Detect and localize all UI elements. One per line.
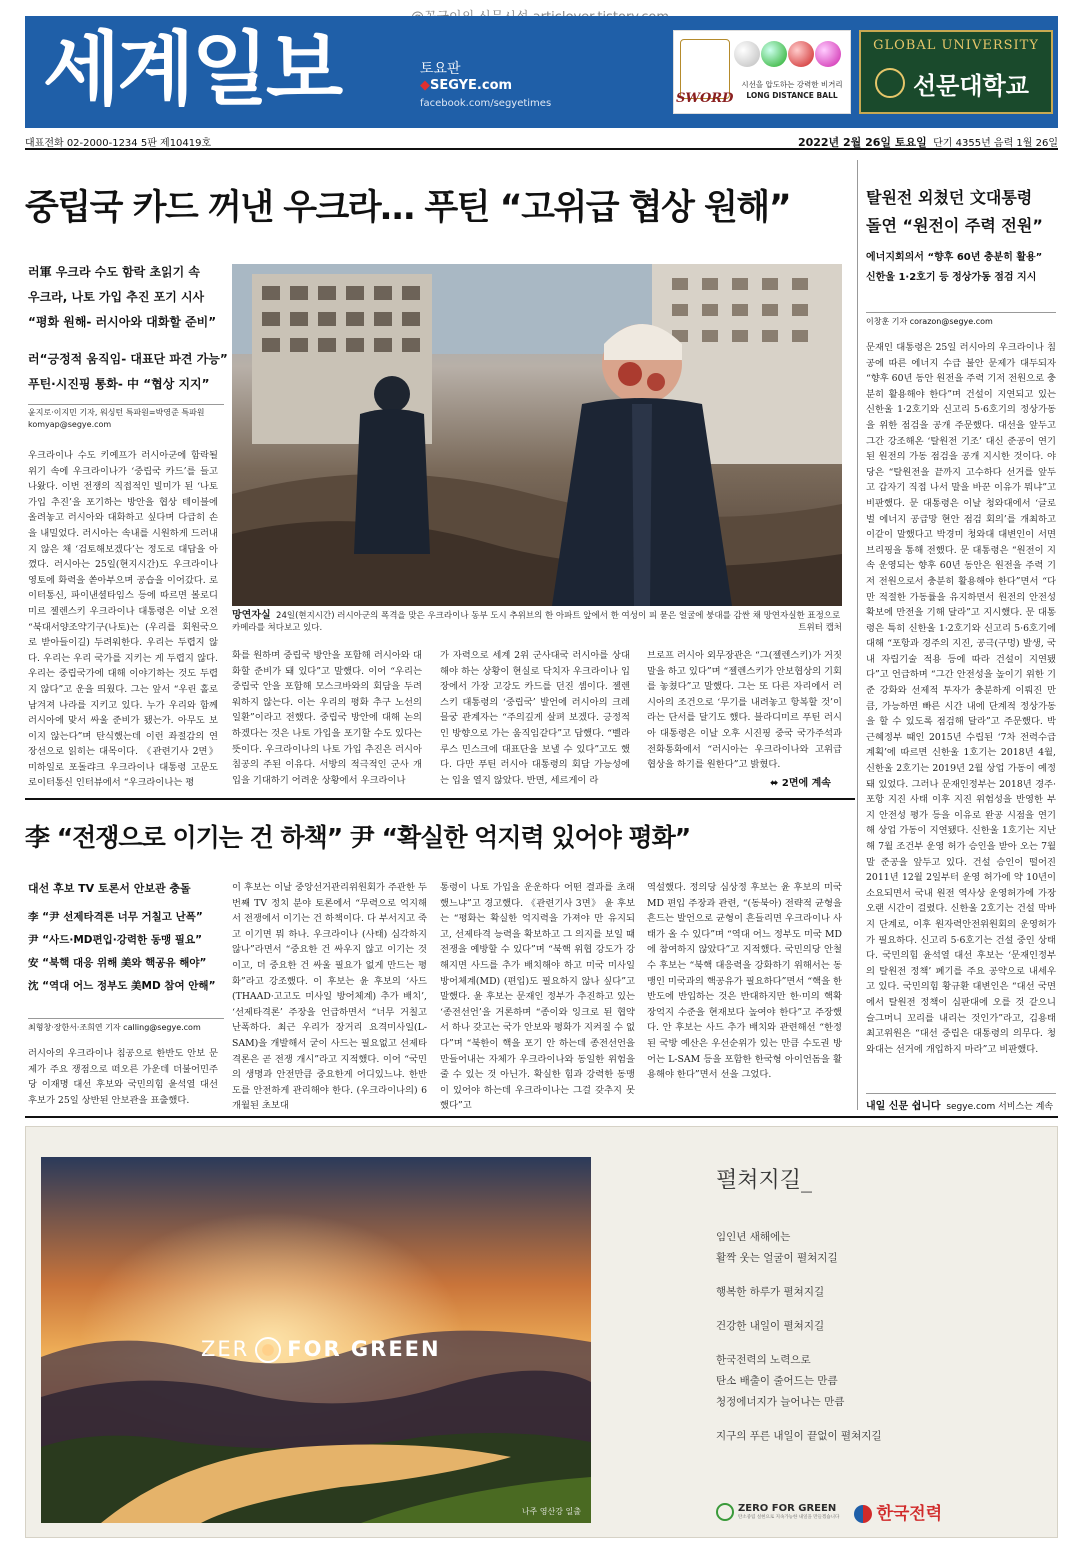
right-body: 문재인 대통령은 25일 러시아의 우크라이나 침공에 따른 에너지 수급 불안 문제가 대두되자 “향후 60년 동안 원전을 주력 기저 전원으로 충분히 활용해야 한다”며 건설이 지연되고 있는 신한울 1·2호기와 신고리 5·6호기의 정상가동을 위한 점검을 공개 주문했다. 대선을 앞두고 그간 강조해온 ‘탈원전 기조’ 대신 준공이 연기된 원전의 가동 점검을 공개 지시한 것이다. 야당은 “탈원전을 끝까지 고수하다 선거를 앞두고 갑자기 직접 나서 말을 바꾼 이유가 뭐냐”고 비판했다. 문 대통령은 이날 청와대에서 ‘글로벌 에너지 공급망 현안 점검 회의’를 개최하고 이같이 말했다고 박경미 청와대 대변인이 서면 브리핑을 통해 전했다. 문 대통령은 “원전이 지속 운영되는 향후 60년 동안은 원전을 주력 기저 전원으로서 충분히 활용해야 한다”면서 “다만 적절한 가동률을 유지하면서 원전의 안전성 확보에 만전을 기해 달라”고 지시했다. 문 대통령은 특히 신한울 1·2호기와 신고리 5·6호기에 대해 “포항과 경주의 지진, 공극(구멍) 발생, 국내 자립기술 적용 등에 따라 건설이 지연됐다”고 언급하며 “그간 안전성을 높이기 위한 기준 강화와 선제적 투자가 충분하게 이뤄진 만큼, 가능하면 빠른 시간 내에 단계적 정상가동을 할 수 있도록 점검해 달라”고 주문했다. 박근혜정부 때인 2015년 수립된 ‘7차 전력수급 계획’에 따르면 신한울 1호기는 2018년 4월, 신한울 2호기는 2019년 2월 상업 가동이 예정돼 있었다. 그러나 문재인정부는 2018년 경주·포항 지진 사태 이후 지진 위험성을 반영한 부지 안전성 평가 등을 이유로 완공 시점을 연기해 상업 가동이 지연됐다. 신한울 1호기는 지난해 7월 조건부 운영 허가 승인을 받아 오는 7월 말 준공을 앞두고 있다. 건설 승인이 떨어진 2011년 12월 2일부터 운영 허가에 약 10년이 소요되면서 국내 원전 역사상 운영허가에 가장 오랜 시간이 걸렸다. 신한울 2호기는 건설 막바지 단계로, 이후 원자력안전위원회의 운영허가가 필요하다. 신고리 5·6호기는 건설 중인 상태다. 국민의힘 윤석열 대선 후보는 ‘문재인정부의 탈원전 정책’ 폐기를 주요 공약으로 내세우고 있다. 국민의힘 황규환 대변인은 “대선 국면에서 탈원전 정책이 심판대에 오를 것 같으니 슬그머니 꼬리를 내리는 것인가”라고, 김용태 최고위원은 “대선 중립은 대통령의 의무다. 청와대는 선거에 개입하지 마라”고 비판했다. — [866, 342, 1056, 1055]
main-headline[interactable]: 중립국 카드 꺼낸 우크라… 푸틴 “고위급 협상 원해” — [25, 188, 791, 228]
poem-stanza: 한국전력의 노력으로 탄소 배출이 줄어드는 만큼 청정에너지가 늘어나는 만큼 — [716, 1354, 845, 1408]
right-subhead: 신한울 1·2호기 등 정상가동 점검 지시 — [866, 272, 1037, 283]
golf-ball-icon — [788, 41, 814, 67]
issue-date: 2022년 2월 26일 토요일 — [797, 136, 927, 149]
ad-logos — [716, 1499, 942, 1524]
facebook-link[interactable]: facebook.com/segyetimes — [420, 98, 552, 109]
sword-golf-ad[interactable] — [673, 30, 851, 114]
main-subheads — [28, 260, 228, 397]
newspaper-title: 세계일보 — [43, 23, 341, 116]
issue-date-block — [798, 134, 1058, 150]
site-suffix: .com — [476, 78, 513, 93]
ad-photo-credit: 나주 영산강 일출 — [521, 1507, 581, 1516]
site-name: SEGYE — [430, 78, 477, 93]
poem-stanza: 건강한 내일이 펼쳐지길 — [716, 1320, 825, 1332]
poem-stanza: 임인년 새해에는 활짝 웃는 얼굴이 펼쳐지길 — [716, 1231, 838, 1264]
notice-text: segye.com 서비스는 계속 — [946, 1102, 1054, 1112]
main-photo — [232, 264, 842, 606]
poem-stanza: 지구의 푸른 내일이 끝없이 펼쳐지길 — [716, 1430, 882, 1442]
university-ko: 선문대학교 — [913, 72, 1029, 100]
subhead: “평화 원해- 러시아와 대화할 준비” — [28, 315, 217, 329]
candidate-point: 尹 “사드·MD편입·강력한 동맹 필요” — [28, 934, 202, 946]
kepco-ad[interactable] — [25, 1126, 1058, 1538]
right-subhead: 에너지회의서 “향후 60년 충분히 활용” — [866, 252, 1043, 263]
main-body-col-2: 화를 원하며 중립국 방안을 포함해 러시아와 대화할 준비가 돼 있다”고 말했다. 이어 “우리는 중립국 안을 포함해 모스크바와의 회담을 두려워하지 않는다. 이는 우리의 평화 추구 노선의 일환”이라고 전했다. 중립국 방안에 대해 논의하겠다는 것은 나토 가입을 포기할 수도 있다는 뜻이다. 우크라이나의 나토 가입 추진은 러시아 침공의 주된 이유다. 서방의 적극적인 군사 개입을 기대하기 어려운 상황에서 우크라이나 — [232, 650, 422, 786]
second-headline[interactable]: 李 “전쟁으로 이기는 건 하책” 尹 “확실한 억지력 있어야 평화” — [25, 823, 691, 852]
university-ad[interactable] — [859, 30, 1053, 114]
notice-bold: 내일 신문 쉽니다 — [866, 1101, 941, 1112]
second-body-col-1: 러시아의 우크라이나 침공으로 한반도 안보 문제가 주요 쟁점으로 떠오른 가운데 더불어민주당 이재명 대선 후보와 국민의힘 윤석열 대선 후보가 25일 상반된 안보관을 표출했다. — [28, 1048, 218, 1106]
candidate-points — [28, 906, 224, 998]
main-byline: 윤지로·이지민 기자, 워싱턴 특파원=박영준 특파원 komyap@segye.com — [28, 404, 224, 431]
ad-poem — [716, 1227, 882, 1460]
zero-for-green-slogan: ZER FOR GREEN — [201, 1337, 441, 1361]
notice-footer — [866, 1093, 1056, 1112]
subhead: 러“긍정적 움직임- 대표단 파견 가능” — [28, 352, 228, 366]
caption-text: 24일(현지시간) 러시아군의 폭격을 맞은 우크라이나 동부 도시 추위브의 한 아파트 앞에서 한 여성이 피 묻은 얼굴에 붕대를 감싼 채 망연자실한 표정으로 카메라를 쳐다보고 있다. — [232, 611, 841, 633]
main-body-col-4: 브로프 러시아 외무장관은 “그(젤렌스키)가 거짓말을 하고 있다”며 “젤렌스키가 안보협상의 기회를 놓쳤다”고 말했다. 그는 또 다른 자리에서 러시아의 조건으로 ‘무기를 내려놓고 항복할 것’이라는 단서를 달기도 했다. 블라디미르 푸틴 러시아 대통령은 이날 오후 시진핑 중국 국가주석과 전화통화에서 “러시아는 우크라이나와 고위급 협상을 하기를 원한다”고 밝혔다. — [647, 650, 842, 771]
ad-divider — [25, 1116, 1058, 1118]
university-emblem-icon — [875, 68, 905, 98]
section-divider — [25, 798, 855, 800]
sword-brand: SWORD — [676, 91, 734, 106]
poem-stanza: 행복한 하루가 펼쳐지길 — [716, 1286, 825, 1298]
main-photo-illustration — [232, 264, 842, 606]
right-subheads — [866, 248, 1056, 288]
right-byline: 이창훈 기자 corazon@segye.com — [866, 312, 1056, 327]
golf-ball-icon — [734, 41, 760, 67]
main-body-col-3: 가 자력으로 세계 2위 군사대국 러시아를 상대해야 하는 상황이 현실로 닥치자 우크라이나 입장에서 가장 고강도 카드를 던진 셈이다. 젤렌스키 대통령의 ‘중립국’ 발언에 러시아의 크레믈궁 관계자는 “주의깊게 살펴 보겠다. 긍정적인 방향으로 가는 움직임같다”고 답했다. “벨라루스 민스크에 대표단을 보낼 수 있다”고도 했다. 다만 푸틴 러시아 대통령의 회담 가능성에는 입을 열지 않았다. 반면, 세르게이 라 — [440, 650, 630, 786]
candidate-point: 沈 “역대 어느 정부도 美MD 참여 안해” — [28, 980, 216, 992]
candidate-point: 李 “尹 선제타격론 너무 거칠고 난폭” — [28, 911, 203, 923]
subhead: 푸틴·시진핑 통화- 中 “협상 지지” — [28, 377, 210, 391]
golf-ball-icon — [815, 41, 841, 67]
edition-label: 토요판 — [420, 61, 461, 77]
ad-sunrise-photo — [41, 1157, 591, 1523]
continued-link[interactable]: ⬌ 2면에 계속 — [770, 778, 831, 789]
zero-for-green-icon — [716, 1503, 734, 1521]
lunar-date: 단기 4355년 음력 1월 26일 — [933, 138, 1058, 149]
second-subhead: 대선 후보 TV 토론서 안보관 충돌 — [28, 882, 191, 895]
sword-tagline: 시선을 압도하는 강력한 비거리 LONG DISTANCE BALL — [741, 80, 843, 100]
sword-emblem-icon — [680, 39, 730, 99]
right-headline[interactable]: 탈원전 외쳤던 文대통령 돌연 “원전이 주력 전원” — [866, 188, 1043, 235]
candidate-point: 安 “북핵 대응 위해 美와 핵공유 해야” — [28, 957, 207, 969]
kepco-logo[interactable]: 한국전력 — [854, 1499, 942, 1524]
ad-title: 펼쳐지길_ — [716, 1168, 813, 1193]
zero-for-green-label: ZERO FOR GREEN 탄소중립 실현으로 지속가능한 내일을 만들겠습니다 — [738, 1503, 840, 1520]
masthead — [25, 16, 1058, 128]
column-divider — [857, 160, 858, 1110]
second-body-col-4: 역설했다. 정의당 심상정 후보는 윤 후보의 미국 MD 편입 주장과 관련, “(동북아) 전략적 균형을 흔드는 발언으로 균형이 흔들리면 우크라이나 사태가 올 수 있다”며 “역대 어느 정부도 미국 MD에 참여하지 않았다”고 지적했다. 국민의당 안철수 후보는 “북핵 대응력을 강화하기 위해서는 동맹인 미국과의 핵공유가 필요하다”면서 “핵을 한반도에 반입하는 것은 반대하지만 한·미의 핵확장억지 수준을 현재보다 높여야 한다”고 주장했다. 안 후보는 사드 추가 배치와 관련해선 “한정된 국방 예산은 우선순위가 있는 만큼 수도권 방어는 L-SAM 등을 포함한 한국형 아이언돔을 활용해야 한다”면서 선을 그었다. — [647, 882, 842, 1081]
university-en: GLOBAL UNIVERSITY — [873, 38, 1039, 53]
subhead: 러軍 우크라 수도 함락 초읽기 속 — [28, 265, 200, 279]
subhead: 우크라, 나토 가입 추진 포기 시사 — [28, 290, 205, 304]
golf-balls — [734, 41, 842, 71]
site-link[interactable] — [420, 78, 512, 93]
main-body-col-1: 우크라이나 수도 키예프가 러시아군에 함락될 위기 속에 우크라이나가 ‘중립국 카드’를 들고 나왔다. 이번 전쟁의 직접적인 빌미가 된 ‘나토 가입 추진’을 포기하는 방안을 협상 테이블에 올려놓고 러시아와 대화하고 싶다며 다급히 손을 내밀었다. 러시아는 속내를 시원하게 드러내지 않은 채 ‘검토해보겠다’는 정도로 대답을 아꼈다. 러시아는 25일(현지시간)도 우크라이나 영토에 화력을 쏟아부으며 공습을 이어갔다. 로이터통신, 파이낸셜타임스 등에 따르면 볼로디미르 젤렌스키 우크라이나 대통령은 이날 오전 “북대서양조약기구(나토)는 (우리를 회원국으로 받아들이길) 두려워한다. 우리는 두렵지 않다. 우리는 우리 국가를 지키는 게 두렵지 않다. 우리는 중립국가에 대해 이야기하는 것도 두렵지 않다”고 운을 띄웠다. 그는 앞서 “우린 홀로 남겨져 나라를 지키고 있다. 누가 우리와 함께 러시아에 맞서 싸울 준비가 됐는가. 아무도 보이지 않는다”며 탄식했는데 이런 좌절감의 연장선으로 읽히는 대목이다. 《관련기사 2면》 미하일로 포돌랴크 우크라이나 대통령 고문도 로이터통신 인터뷰에서 “우크라이나는 평 — [28, 450, 218, 789]
photo-caption — [232, 610, 842, 634]
sun-icon — [255, 1337, 281, 1363]
golf-ball-icon — [761, 41, 787, 67]
second-body-col-2: 이 후보는 이날 중앙선거관리위원회가 주관한 두번째 TV 정치 분야 토론에서 “무력으로 억지해서 전쟁에서 이기는 건 하책이다. 다 부서지고 죽고 이기면 뭐 하나. 우크라이나 (사태) 심각하지 않나”라면서 “중요한 건 싸우지 않고 이기는 것이고, 더 중요한 건 싸울 필요가 없게 만드는 평화”라고 강조했다. 이 후보는 윤 후보의 ‘사드(THAAD·고고도 미사일 방어체계) 추가 배치’, ‘선제타격론’ 주장을 언급하면서 “너무 거칠고 난폭하다. 최근 우리가 장거리 요격미사일(L-SAM)을 개발해서 굳이 사드는 필요없고 선제타격론은 곧 전쟁 개시”라고 지적했다. 이어 “국민의 생명과 안전만큼 중요한게 어디있느냐. 한반도를 안전하게 관리해야 한다. (우크라이나의) 6개월된 초보대 — [232, 882, 427, 1112]
photo-credit: 트위터 캡처 — [798, 623, 842, 633]
issue-info-bar — [25, 134, 1058, 150]
site-dot-icon: ◆ — [420, 78, 430, 93]
kepco-emblem-icon — [854, 1505, 872, 1523]
caption-title: 망연자실 — [232, 610, 271, 621]
second-byline: 최형창·장한서·조희연 기자 calling@segye.com — [28, 1018, 224, 1033]
issue-info: 대표전화 02-2000-1234 5판 제10419호 — [25, 138, 212, 149]
second-body-col-3: 통령이 나토 가입을 운운하다 어떤 결과를 초래했느냐”고 경고했다. 《관련기사 3면》 윤 후보는 “평화는 확실한 억지력을 가져야 만 유지되고, 선제타격 능력을 확보하고 그 의지를 보일 때 전쟁을 예방할 수 있다”며 “북핵 위협 강도가 강해지면 사드를 추가 배치해야 하고 미국 미사일방어체계(MD) (편입)도 필요하지 않나 싶다”고 말했다. 윤 후보는 문재인 정부가 추진하고 있는 ‘종전선언’을 거론하며 “종이와 잉크로 된 협약서 하나 갖고는 국가 안보와 평화가 지켜질 수 없다”며 “북한이 핵을 포기 안 하는데 종전선언을 만들어내는 자체가 우크라이나와 동일한 위험을 줄 수 있는 것 아닌가. 확실한 힘과 강력한 동맹이 있어야 하는데 우크라이나는 그걸 갖추지 못했다”고 — [440, 882, 635, 1112]
